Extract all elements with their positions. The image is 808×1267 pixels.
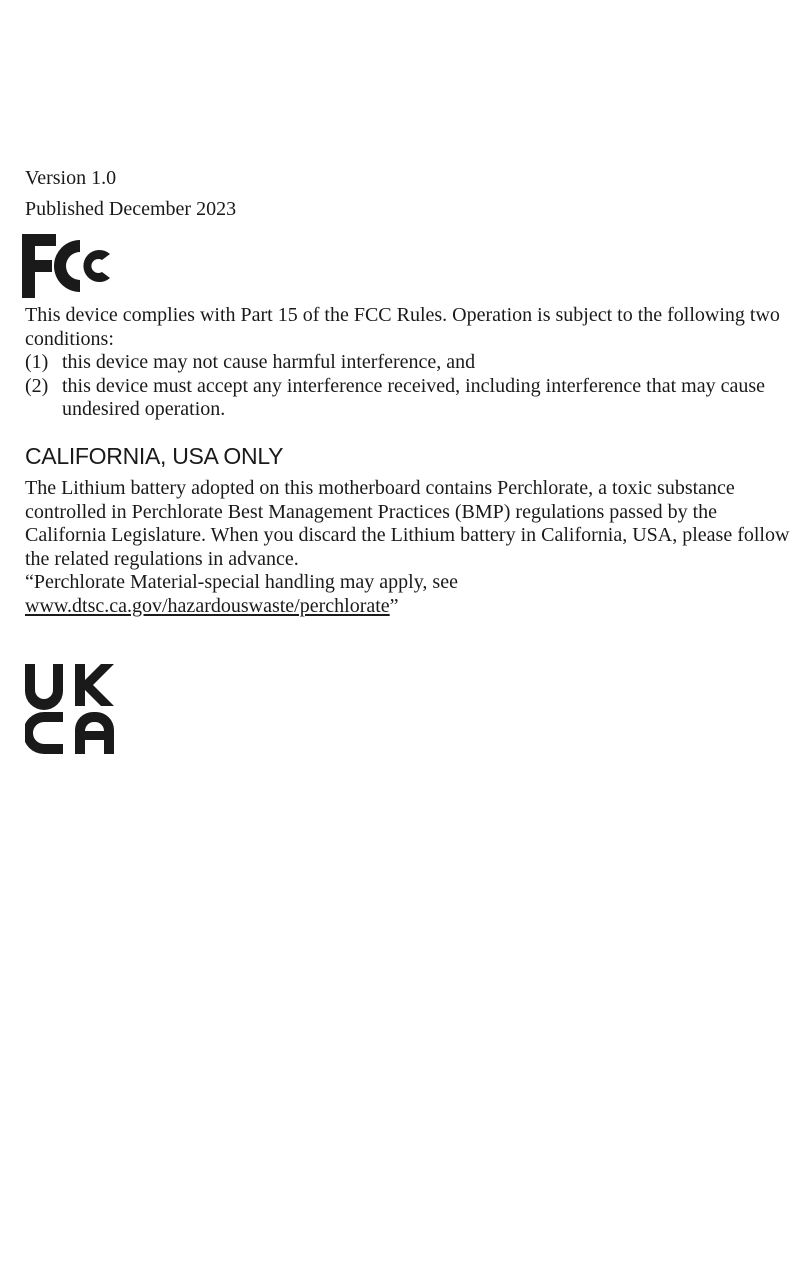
- california-paragraph: The Lithium battery adopted on this motherboard contains Perchlorate, a toxic substance controlled in Perchlorate Best Management Practices (BMP) regulations passed by the California Legislature. When you discard the Lithium battery in California, USA, please follow the related regulations in advance.: [25, 477, 790, 570]
- california-heading: CALIFORNIA, USA ONLY: [25, 443, 284, 469]
- dtsc-link[interactable]: www.dtsc.ca.gov/hazardouswaste/perchlorate: [25, 594, 390, 617]
- quote-suffix: ”: [389, 594, 399, 617]
- fcc-intro: This device complies with Part 15 of the FCC Rules. Operation is subject to the following two conditions:: [25, 304, 780, 350]
- california-statement: [25, 477, 800, 618]
- fcc-statement: [25, 304, 795, 422]
- version-label: Version 1.0: [25, 167, 117, 189]
- perchlorate-note: [25, 571, 800, 618]
- published-date: Published December 2023: [25, 198, 237, 220]
- condition-number: (2): [25, 374, 49, 397]
- fcc-logo-icon: [22, 234, 114, 298]
- ukca-logo-icon: [25, 664, 115, 754]
- quote-prefix: “Perchlorate Material-special handling may apply, see: [25, 571, 458, 593]
- condition-text: this device must accept any interference received, including interference that may cause undesired operation.: [62, 374, 765, 420]
- fcc-condition: [25, 375, 795, 422]
- fcc-condition: [25, 351, 795, 375]
- condition-number: (1): [25, 351, 49, 373]
- condition-text: this device may not cause harmful interference, and: [62, 351, 476, 373]
